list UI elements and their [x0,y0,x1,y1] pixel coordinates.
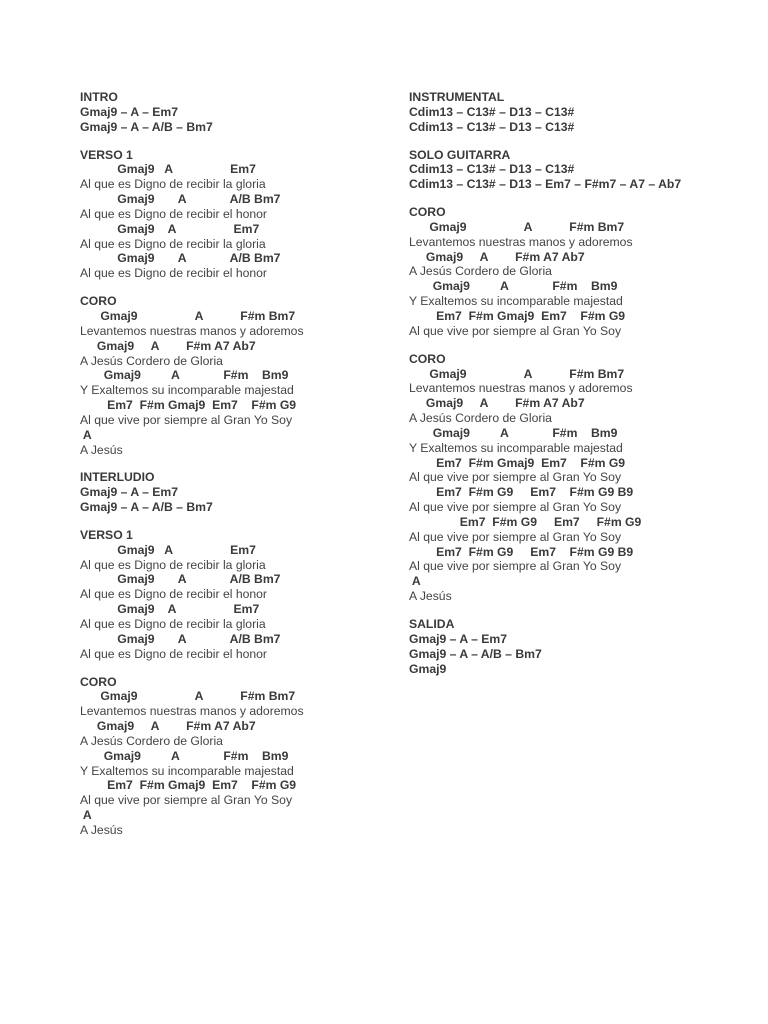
chord-line: Gmaj9 A F#m Bm7 [80,689,296,704]
lyric-line: A Jesús Cordero de Gloria [80,353,223,368]
song-section [80,90,400,135]
chord-line: Gmaj9 [409,661,447,676]
lyric-line: Al que vive por siempre al Gran Yo Soy [409,529,622,544]
song-section [409,205,754,339]
lyric-line: Y Exaltemos su incomparable majestad [409,440,623,455]
chord-line: Gmaj9 – A – A/B – Bm7 [80,500,213,515]
section-title: INTRO [80,90,118,104]
lyric-line: A Jesús [409,589,452,604]
lyric-line: Al que es Digno de recibir el honor [80,206,267,221]
chord-line: Gmaj9 – A – Em7 [409,631,507,646]
lyric-line: Levantemos nuestras manos y adoremos [409,234,633,249]
section-title: SOLO GUITARRA [409,147,511,162]
left-column [80,90,400,851]
song-section [409,90,754,135]
chord-line: Gmaj9 A A/B Bm7 [80,251,281,266]
chord-line: Gmaj9 A Em7 [80,162,256,177]
lyric-line: A Jesús Cordero de Gloria [409,264,552,279]
lyric-line: Al que es Digno de recibir el honor [80,266,267,281]
lyric-line: Y Exaltemos su incomparable majestad [80,763,294,778]
chord-line: A [80,808,92,823]
lyric-line: Al que es Digno de recibir la gloria [80,177,266,192]
lyric-line: Al que vive por siempre al Gran Yo Soy [409,470,622,485]
chord-line: Em7 F#m G9 Em7 F#m G9 [409,514,642,529]
chord-line: Cdim13 – C13# – D13 – Em7 – F#m7 – A7 – Ab7 [409,177,682,192]
section-title: INSTRUMENTAL [409,90,505,104]
chord-line: Gmaj9 A F#m Bm9 [80,368,289,383]
song-section [80,675,400,838]
section-title: CORO [80,674,117,689]
chord-line: Em7 F#m G9 Em7 F#m G9 B9 [409,485,634,500]
lyric-line: Al que es Digno de recibir el honor [80,646,267,661]
chord-line: Em7 F#m Gmaj9 Em7 F#m G9 [80,398,297,413]
section-title: CORO [409,205,446,220]
chord-line: Gmaj9 A Em7 [80,542,256,557]
chord-line: Gmaj9 A F#m Bm7 [409,366,625,381]
song-section [80,528,400,662]
chord-line: Gmaj9 A F#m Bm9 [409,279,618,294]
chord-line: Em7 F#m Gmaj9 Em7 F#m G9 [409,308,626,323]
lyric-line: Al que vive por siempre al Gran Yo Soy [409,323,622,338]
chord-line: Gmaj9 A F#m A7 Ab7 [80,719,256,734]
chord-line: Gmaj9 A F#m A7 Ab7 [409,396,585,411]
chord-line: Cdim13 – C13# – D13 – C13# [409,104,575,119]
chord-line: Gmaj9 A F#m Bm7 [409,219,625,234]
chord-line: Gmaj9 – A – A/B – Bm7 [409,646,542,661]
right-column [409,90,754,689]
lyric-line: Levantemos nuestras manos y adoremos [80,704,304,719]
lyric-line: Al que vive por siempre al Gran Yo Soy [409,500,622,515]
lyric-line: Levantemos nuestras manos y adoremos [80,323,304,338]
chord-line: Gmaj9 A F#m A7 Ab7 [80,338,256,353]
chord-line: Gmaj9 – A – A/B – Bm7 [80,119,213,134]
chord-line: Gmaj9 – A – Em7 [80,104,178,119]
section-title: VERSO 1 [80,527,133,542]
lyric-line: Al que es Digno de recibir el honor [80,587,267,602]
song-section [80,294,400,457]
chord-line: Gmaj9 A A/B Bm7 [80,572,281,587]
song-section [409,617,754,676]
lyric-line: A Jesús [80,822,123,837]
lyric-line: Al que es Digno de recibir la gloria [80,236,266,251]
section-title: INTERLUDIO [80,470,155,485]
lyric-line: Al que es Digno de recibir la gloria [80,557,266,572]
chord-line: Gmaj9 A F#m Bm9 [409,425,618,440]
lyric-line: Y Exaltemos su incomparable majestad [409,294,623,309]
chord-line: Gmaj9 A Em7 [80,221,260,236]
chord-line: Em7 F#m Gmaj9 Em7 F#m G9 [80,778,297,793]
chord-line: Gmaj9 A F#m Bm7 [80,308,296,323]
chord-line: Em7 F#m Gmaj9 Em7 F#m G9 [409,455,626,470]
lyric-line: Al que vive por siempre al Gran Yo Soy [80,793,293,808]
chord-line: A [409,574,421,589]
section-title: SALIDA [409,617,455,631]
chord-line: Gmaj9 A A/B Bm7 [80,192,281,207]
song-section [80,148,400,282]
chord-line: Gmaj9 A Em7 [80,602,260,617]
chord-line: Gmaj9 A F#m Bm9 [80,748,289,763]
lyric-line: Al que vive por siempre al Gran Yo Soy [409,559,622,574]
song-section [80,470,400,515]
lyric-line: A Jesús [80,442,123,457]
chord-line: Cdim13 – C13# – D13 – C13# [409,119,575,134]
chord-line: Em7 F#m G9 Em7 F#m G9 B9 [409,544,634,559]
lyric-line: Al que es Digno de recibir la gloria [80,617,266,631]
chord-line: Gmaj9 A A/B Bm7 [80,631,281,646]
lyric-line: Y Exaltemos su incomparable majestad [80,383,294,398]
lyric-line: A Jesús Cordero de Gloria [409,411,552,426]
song-section [409,148,754,193]
lyric-line: Levantemos nuestras manos y adoremos [409,381,633,396]
song-section [409,352,754,604]
chord-line: Gmaj9 – A – Em7 [80,485,178,500]
chord-line: Cdim13 – C13# – D13 – C13# [409,162,575,177]
lyric-line: Al que vive por siempre al Gran Yo Soy [80,412,293,427]
chord-line: Gmaj9 A F#m A7 Ab7 [409,249,585,264]
lyric-line: A Jesús Cordero de Gloria [80,733,223,748]
section-title: VERSO 1 [80,147,133,162]
section-title: CORO [409,351,446,366]
chord-line: A [80,427,92,442]
section-title: CORO [80,294,117,309]
